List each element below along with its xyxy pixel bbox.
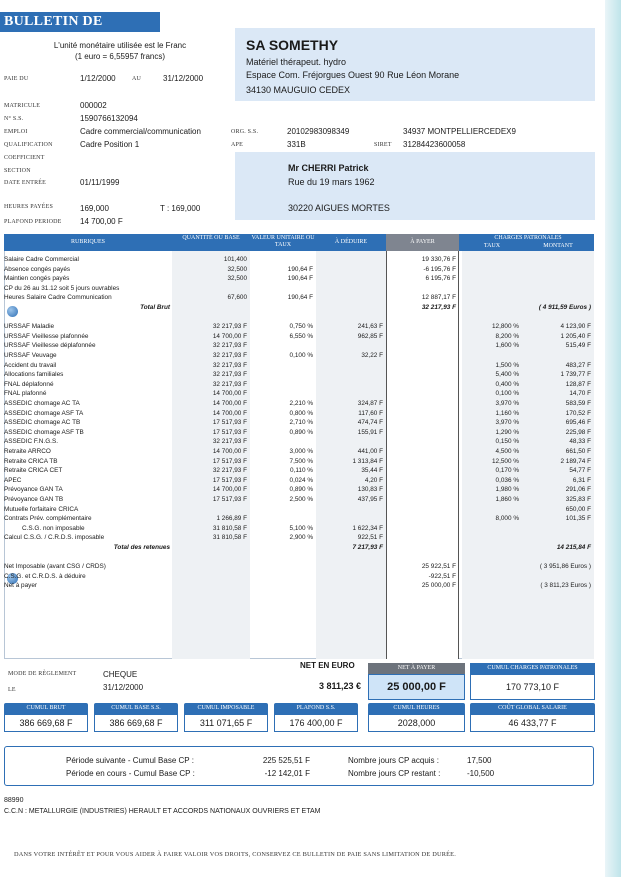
ss-label: N° S.S. bbox=[4, 116, 24, 122]
cell-montant: 170,52 F bbox=[565, 409, 591, 417]
cell-quantite: 17 517,93 F bbox=[212, 419, 247, 427]
cell-montant: 48,33 F bbox=[569, 438, 591, 446]
cell-valeur: 190,64 F bbox=[287, 275, 313, 283]
cell-valeur: 0,890 % bbox=[289, 428, 313, 436]
cumul-value: 386 669,68 F bbox=[4, 714, 88, 732]
cell-rubrique: APEC bbox=[4, 476, 22, 484]
cell-rubrique: ASSEDIC chomage ASF TA bbox=[4, 409, 84, 417]
cell-quantite: 32 217,93 F bbox=[212, 467, 247, 475]
cell-valeur: 3,000 % bbox=[289, 448, 313, 455]
col-header-taux: TAUX bbox=[483, 243, 501, 249]
table-row bbox=[0, 562, 600, 572]
cell-valeur: 0,800 % bbox=[289, 409, 313, 417]
cell-quantite: 32,500 bbox=[227, 275, 247, 283]
cp-acquis-value: 17,500 bbox=[467, 756, 492, 765]
table-row bbox=[0, 370, 600, 380]
entree-label: DATE ENTRÉE bbox=[4, 180, 47, 186]
cell-quantite: 17 517,93 F bbox=[212, 476, 247, 484]
cell-rubrique: C.S.G. et C.R.D.S. à déduire bbox=[4, 572, 86, 580]
emploi-label: EMPLOI bbox=[4, 129, 28, 135]
matricule-value: 000002 bbox=[80, 101, 107, 110]
employer-address: Espace Com. Fréjorgues Ouest 90 Rue Léon Morane bbox=[246, 70, 460, 80]
cell-quantite: 14 700,00 F bbox=[212, 409, 247, 417]
cell-payer: 6 195,76 F bbox=[425, 275, 456, 283]
table-row bbox=[0, 514, 600, 524]
cell-valeur: 190,64 F bbox=[287, 265, 313, 273]
table-row bbox=[0, 447, 600, 457]
cell-valeur: 6,550 % bbox=[289, 332, 313, 340]
cell-taux: 1,860 % bbox=[495, 496, 519, 503]
cell-deduire: 32,22 F bbox=[361, 352, 383, 359]
cell-quantite: 101,400 bbox=[223, 256, 247, 263]
col-header-rubriques: RUBRIQUES bbox=[70, 239, 105, 245]
cell-quantite: 14 700,00 F bbox=[212, 400, 247, 407]
cumul-value: 386 669,68 F bbox=[94, 714, 178, 732]
cell-payer: 12 887,17 F bbox=[421, 294, 456, 302]
cell-quantite: 17 517,93 F bbox=[212, 496, 247, 503]
cumul-label: COÛT GLOBAL SALARIE bbox=[470, 703, 595, 714]
cell-montant: 6,31 F bbox=[572, 476, 591, 484]
table-row bbox=[0, 437, 600, 447]
table-row bbox=[0, 543, 600, 553]
cell-rubrique: ASSEDIC F.N.G.S. bbox=[4, 438, 58, 446]
table-row bbox=[0, 428, 600, 438]
col-header-valeur: VALEUR UNITAIRE OU TAUX bbox=[251, 235, 315, 248]
table-row bbox=[0, 332, 600, 342]
cell-rubrique: Mutuelle forfaitaire CRICA bbox=[4, 505, 79, 513]
cell-rubrique: Retraite CRICA CET bbox=[4, 467, 63, 475]
cell-payer: 25 000,00 F bbox=[421, 582, 456, 590]
cell-rubrique: Retraite CRICA TB bbox=[4, 457, 58, 465]
employee-address: Rue du 19 mars 1962 bbox=[288, 177, 375, 187]
cell-rubrique: Calcul C.S.G. / C.R.D.S. imposable bbox=[4, 534, 105, 542]
cell-valeur: 2,900 % bbox=[289, 534, 313, 542]
cell-rubrique: ASSEDIC chomage AC TB bbox=[4, 419, 81, 427]
cell-montant: 661,50 F bbox=[565, 448, 591, 455]
ss-value: 1590766132094 bbox=[80, 114, 138, 123]
plafond-value: 14 700,00 F bbox=[80, 217, 123, 226]
cumul-value: 46 433,77 F bbox=[470, 714, 595, 732]
entree-value: 01/11/1999 bbox=[80, 178, 120, 187]
cell-taux: 12,500 % bbox=[491, 457, 519, 465]
table-row bbox=[0, 293, 600, 303]
table-row bbox=[0, 380, 600, 390]
cp-encours-value: -12 142,01 F bbox=[264, 769, 310, 778]
cell-quantite: 17 517,93 F bbox=[212, 457, 247, 465]
cp-acquis-label: Nombre jours CP acquis : bbox=[348, 756, 439, 765]
cell-deduire: 241,63 F bbox=[357, 323, 383, 331]
cp-box bbox=[4, 746, 594, 786]
table-row bbox=[0, 389, 600, 399]
cell-deduire: 324,87 F bbox=[357, 400, 383, 407]
cell-rubrique: Salaire Cadre Commercial bbox=[4, 256, 79, 263]
cell-montant: 225,98 F bbox=[565, 428, 591, 436]
cell-payer: 19 330,76 F bbox=[421, 256, 456, 263]
cp-restant-label: Nombre jours CP restant : bbox=[348, 769, 441, 778]
cell-taux: 4,500 % bbox=[495, 448, 519, 455]
period-to: 31/12/2000 bbox=[163, 74, 204, 83]
cell-montant: 14,70 F bbox=[569, 390, 591, 398]
qualif-value: Cadre Position 1 bbox=[80, 140, 140, 149]
cell-rubrique: FNAL plafonné bbox=[4, 390, 47, 398]
cell-rubrique: Total des retenues bbox=[113, 544, 170, 551]
cell-rubrique: ASSEDIC chomage AC TA bbox=[4, 400, 80, 407]
coef-label: COEFFICIENT bbox=[4, 155, 45, 161]
cp-suivante-label: Période suivante - Cumul Base CP : bbox=[66, 756, 194, 765]
cell-montant: 2 189,74 F bbox=[560, 457, 591, 465]
cell-quantite: 32 217,93 F bbox=[212, 342, 247, 350]
cumul-label: CUMUL BASE S.S. bbox=[94, 703, 178, 714]
cell-quantite: 32 217,93 F bbox=[212, 371, 247, 379]
currency-note bbox=[20, 40, 220, 62]
cell-quantite: 31 810,58 F bbox=[212, 534, 247, 542]
table-row bbox=[0, 399, 600, 409]
ape-value: 331B bbox=[287, 140, 306, 149]
siret-label: SIRET bbox=[374, 142, 392, 148]
table-row bbox=[0, 284, 600, 294]
cell-taux: 1,600 % bbox=[495, 342, 519, 350]
cell-valeur: 0,890 % bbox=[289, 486, 313, 494]
date-value: 31/12/2000 bbox=[103, 683, 144, 692]
cell-quantite: 1 266,89 F bbox=[216, 515, 247, 523]
footer-notice: DANS VOTRE INTÉRÊT ET POUR VOUS AIDER À FAIRE VALOIR VOS DROITS, CONSERVEZ CE BULLETIN DE PAIE SANS LIMITATION DE DURÉE. bbox=[14, 851, 456, 858]
cell-rubrique: Maintien congés payés bbox=[4, 275, 70, 283]
cell-montant: 14 215,84 F bbox=[556, 544, 591, 551]
cell-rubrique: Prévoyance GAN TB bbox=[4, 496, 64, 503]
cell-quantite: 32,500 bbox=[227, 265, 247, 273]
cell-quantite: 14 700,00 F bbox=[212, 486, 247, 494]
cell-taux: 0,036 % bbox=[495, 476, 519, 484]
document-title: BULLETIN DE SALAIRE bbox=[0, 12, 160, 32]
employee-name: Mr CHERRI Patrick bbox=[288, 163, 369, 173]
cell-rubrique: URSSAF Vieillesse plafonnée bbox=[4, 332, 89, 340]
cell-quantite: 32 217,93 F bbox=[212, 380, 247, 388]
cell-rubrique: Allocations familiales bbox=[4, 371, 64, 379]
cell-montant: 128,87 F bbox=[565, 380, 591, 388]
employee-city: 30220 AIGUES MORTES bbox=[288, 203, 390, 213]
qualif-label: QUALIFICATION bbox=[4, 142, 53, 148]
currency-line-2: (1 euro = 6,55957 francs) bbox=[74, 52, 166, 61]
cell-deduire: 7 217,93 F bbox=[352, 544, 383, 551]
table-row bbox=[0, 303, 600, 313]
cell-taux: 1,290 % bbox=[495, 428, 519, 436]
cell-quantite: 31 810,58 F bbox=[212, 524, 247, 532]
cell-montant: 1 205,40 F bbox=[560, 332, 591, 340]
cell-deduire: 4,20 F bbox=[364, 476, 383, 484]
cell-quantite: 67,600 bbox=[227, 294, 247, 302]
col-header-montant: MONTANT bbox=[543, 243, 573, 249]
cell-montant: ( 4 911,59 Euros ) bbox=[538, 304, 591, 311]
cell-deduire: 922,51 F bbox=[357, 534, 383, 542]
cell-rubrique: Prévoyance GAN TA bbox=[4, 486, 63, 494]
cumul-label: CUMUL HEURES bbox=[368, 703, 465, 714]
cell-montant: 583,59 F bbox=[565, 400, 591, 407]
cell-taux: 12,800 % bbox=[491, 323, 519, 331]
cell-quantite: 32 217,93 F bbox=[212, 361, 247, 369]
emploi-value: Cadre commercial/communication bbox=[80, 127, 201, 136]
right-edge-stripe bbox=[605, 0, 621, 877]
orgss-city: 34937 MONTPELLIERCEDEX9 bbox=[403, 127, 516, 136]
cell-taux: 0,170 % bbox=[495, 467, 519, 475]
cell-taux: 1,980 % bbox=[495, 486, 519, 494]
cell-quantite: 17 517,93 F bbox=[212, 428, 247, 436]
table-row bbox=[0, 524, 600, 534]
table-row bbox=[0, 265, 600, 275]
employer-activity: Matériel thérapeut. hydro bbox=[246, 57, 347, 67]
cell-rubrique: Total Brut bbox=[140, 304, 170, 311]
cell-deduire: 441,00 F bbox=[357, 448, 383, 455]
cell-deduire: 130,83 F bbox=[357, 486, 383, 494]
table-row bbox=[0, 466, 600, 476]
cp-suivante-value: 225 525,51 F bbox=[262, 756, 310, 765]
cell-deduire: 1 313,84 F bbox=[352, 457, 383, 465]
plafond-label: PLAFOND PERIODE bbox=[4, 219, 62, 225]
cell-taux: 8,200 % bbox=[495, 332, 519, 340]
cumul-value: 311 071,65 F bbox=[184, 714, 268, 732]
table-row bbox=[0, 351, 600, 361]
cumul-value: 2028,000 bbox=[368, 714, 465, 732]
cell-taux: 1,160 % bbox=[495, 409, 519, 417]
mode-value: CHEQUE bbox=[103, 670, 138, 679]
cell-taux: 0,100 % bbox=[495, 390, 519, 398]
cell-valeur: 7,500 % bbox=[289, 457, 313, 465]
cell-rubrique: Retraite ARRCO bbox=[4, 448, 51, 455]
cell-rubrique: URSSAF Veuvage bbox=[4, 352, 57, 359]
col-header-deduire: À DÉDUIRE bbox=[334, 239, 368, 245]
period-to-label: AU bbox=[132, 76, 142, 82]
cell-taux: 1,500 % bbox=[495, 361, 519, 369]
cell-valeur: 2,210 % bbox=[289, 400, 313, 407]
footer-ccn: C.C.N : METALLURGIE (INDUSTRIES) HERAULT ET ACCORDS NATIONAUX OUVRIERS ET ETAM bbox=[4, 808, 321, 815]
cell-valeur: 190,64 F bbox=[287, 294, 313, 302]
cp-encours-label: Période en cours - Cumul Base CP : bbox=[66, 769, 195, 778]
cell-deduire: 35,44 F bbox=[361, 467, 383, 475]
net-euro-label: NET EN EURO bbox=[300, 661, 355, 670]
cell-quantite: 14 700,00 F bbox=[212, 390, 247, 398]
mode-label: MODE DE RÈGLEMENT bbox=[8, 671, 77, 677]
matricule-label: MATRICULE bbox=[4, 103, 41, 109]
cell-rubrique: Heures Salaire Cadre Communication bbox=[4, 294, 112, 302]
cell-rubrique: ASSEDIC chomage ASF TB bbox=[4, 428, 84, 436]
cell-montant: 291,06 F bbox=[565, 486, 591, 494]
cell-deduire: 474,74 F bbox=[357, 419, 383, 427]
cumul-label: CUMUL IMPOSABLE bbox=[184, 703, 268, 714]
cell-deduire: 117,60 F bbox=[358, 409, 383, 417]
cell-rubrique: Net à payer bbox=[4, 582, 38, 590]
cell-rubrique: Contrats Prév. complémentaire bbox=[4, 515, 92, 523]
section-label: SECTION bbox=[4, 168, 31, 174]
cell-payer: 25 922,51 F bbox=[421, 563, 456, 571]
col-header-quantite: QUANTITÉ OU BASE bbox=[182, 235, 240, 241]
cell-taux: 5,400 % bbox=[495, 371, 519, 379]
cell-taux: 8,000 % bbox=[495, 515, 519, 523]
table-row bbox=[0, 553, 600, 563]
cell-rubrique: Accident du travail bbox=[4, 361, 57, 369]
siret-value: 31284423600058 bbox=[403, 140, 466, 149]
table-row bbox=[0, 322, 600, 332]
period-from: 1/12/2000 bbox=[80, 74, 116, 83]
cell-valeur: 0,024 % bbox=[289, 476, 313, 484]
cell-quantite: 14 700,00 F bbox=[212, 448, 247, 455]
col-header-charges: CHARGES PATRONALES bbox=[494, 235, 562, 241]
cell-valeur: 0,110 % bbox=[290, 467, 313, 475]
cell-taux: 0,400 % bbox=[495, 380, 519, 388]
heures-label: HEURES PAYÉES bbox=[4, 204, 54, 210]
cell-taux: 0,150 % bbox=[495, 438, 519, 446]
col-header-payer: À PAYER bbox=[410, 239, 435, 245]
cell-montant: ( 3 951,86 Euros ) bbox=[539, 563, 591, 571]
table-row bbox=[0, 341, 600, 351]
cell-rubrique: C.S.G. non imposable bbox=[22, 524, 85, 532]
cell-valeur: 5,100 % bbox=[289, 524, 313, 532]
cell-montant: 650,00 F bbox=[565, 505, 591, 513]
table-row bbox=[0, 476, 600, 486]
date-label: LE bbox=[8, 687, 16, 693]
cell-taux: 3,970 % bbox=[495, 400, 519, 407]
table-row bbox=[0, 361, 600, 371]
cell-montant: 483,27 F bbox=[565, 361, 591, 369]
net-payer-value: 25 000,00 F bbox=[368, 674, 465, 700]
table-row bbox=[0, 581, 600, 591]
cell-quantite: 32 217,93 F bbox=[212, 352, 247, 359]
cell-rubrique: Absence congés payés bbox=[4, 265, 71, 273]
cell-payer: -6 195,76 F bbox=[423, 265, 456, 273]
cell-payer: -922,51 F bbox=[428, 572, 456, 580]
cell-montant: 101,35 F bbox=[565, 515, 591, 523]
table-row bbox=[0, 313, 600, 323]
table-row bbox=[0, 505, 600, 515]
cumul-charges-label: CUMUL CHARGES PATRONALES bbox=[470, 663, 595, 674]
cell-valeur: 2,500 % bbox=[289, 496, 313, 503]
table-row bbox=[0, 457, 600, 467]
cell-rubrique: Net Imposable (avant CSG / CRDS) bbox=[4, 563, 106, 571]
cumul-label: CUMUL BRUT bbox=[4, 703, 88, 714]
cell-taux: 3,970 % bbox=[495, 419, 519, 427]
cell-quantite: 32 217,93 F bbox=[212, 323, 247, 331]
cell-deduire: 155,91 F bbox=[357, 428, 383, 436]
table-row bbox=[0, 418, 600, 428]
footer-code: 88990 bbox=[4, 797, 24, 804]
cell-quantite: 14 700,00 F bbox=[212, 332, 247, 340]
ape-label: APE bbox=[231, 142, 243, 148]
cumul-label: PLAFOND S.S. bbox=[274, 703, 358, 714]
table-row bbox=[0, 485, 600, 495]
cell-rubrique: FNAL déplafonné bbox=[4, 380, 54, 388]
table-row bbox=[0, 409, 600, 419]
table-row bbox=[0, 255, 600, 265]
employer-city: 34130 MAUGUIO CEDEX bbox=[246, 85, 351, 95]
cell-deduire: 962,85 F bbox=[357, 332, 383, 340]
table-row bbox=[0, 533, 600, 543]
cumul-charges-value: 170 773,10 F bbox=[470, 674, 595, 700]
cell-montant: 54,77 F bbox=[569, 467, 591, 475]
table-row bbox=[0, 495, 600, 505]
heures-t-value: T : 169,000 bbox=[160, 204, 201, 213]
period-label: PAIE DU bbox=[4, 76, 29, 82]
table-row bbox=[0, 572, 600, 582]
cell-quantite: 32 217,93 F bbox=[212, 438, 247, 446]
cp-restant-value: -10,500 bbox=[467, 769, 495, 778]
currency-line-1: L'unité monétaire utilisée est le Franc bbox=[53, 41, 187, 50]
cell-montant: 4 123,90 F bbox=[560, 323, 591, 331]
cell-deduire: 437,95 F bbox=[357, 496, 383, 503]
cell-valeur: 0,750 % bbox=[289, 323, 313, 331]
table-row bbox=[0, 274, 600, 284]
cell-montant: 1 739,77 F bbox=[560, 371, 591, 379]
cell-rubrique: URSSAF Maladie bbox=[4, 323, 55, 331]
employer-name: SA SOMETHY bbox=[246, 37, 339, 53]
orgss-label: ORG. S.S. bbox=[231, 129, 259, 135]
cell-deduire: 1 622,34 F bbox=[352, 524, 383, 532]
cell-valeur: 0,100 % bbox=[289, 352, 313, 359]
heures-value: 169,000 bbox=[80, 204, 109, 213]
orgss-value: 20102983098349 bbox=[287, 127, 350, 136]
cumul-value: 176 400,00 F bbox=[274, 714, 358, 732]
net-payer-label: NET À PAYER bbox=[368, 663, 465, 674]
cell-montant: 695,46 F bbox=[565, 419, 591, 427]
cell-payer: 32 217,93 F bbox=[421, 304, 456, 311]
cell-rubrique: CP du 26 au 31.12 soit 5 jours ouvrables bbox=[4, 284, 120, 292]
cell-montant: ( 3 811,23 Euros ) bbox=[540, 582, 591, 590]
cell-valeur: 2,710 % bbox=[289, 419, 313, 427]
cell-montant: 325,83 F bbox=[565, 496, 591, 503]
cell-rubrique: URSSAF Vieillesse déplafonnée bbox=[4, 342, 96, 350]
net-euro-value: 3 811,23 € bbox=[318, 681, 361, 691]
cell-montant: 515,49 F bbox=[565, 342, 591, 350]
